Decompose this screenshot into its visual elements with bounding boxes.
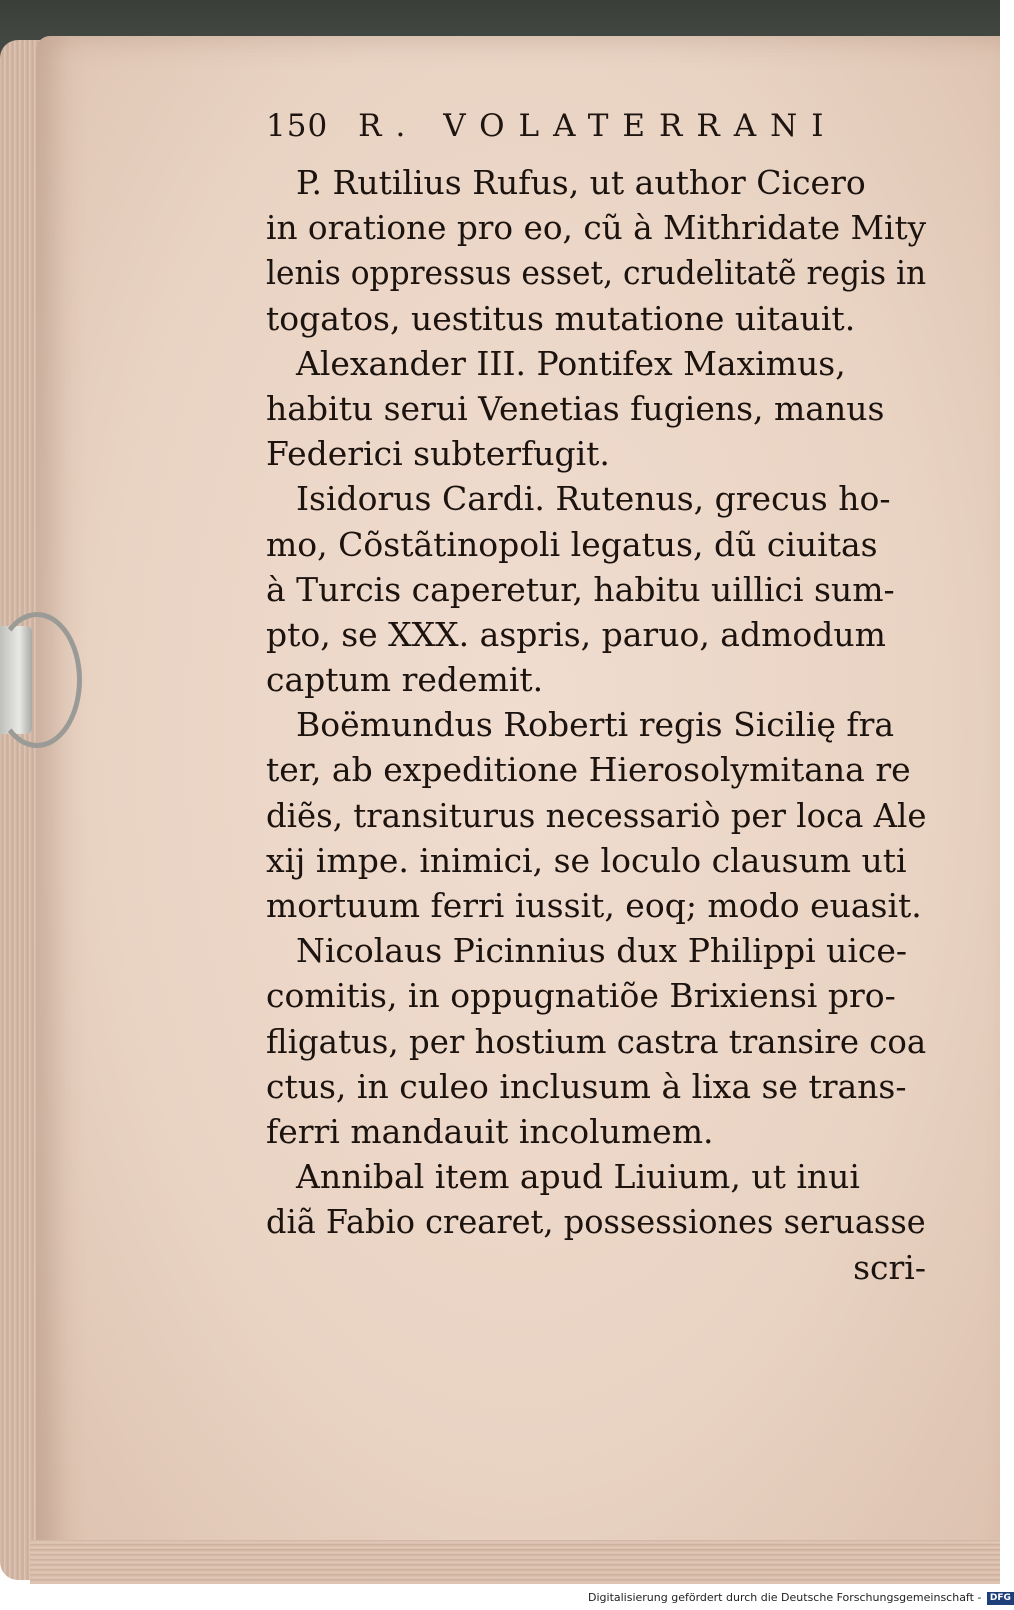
digitization-credit bbox=[588, 1586, 1011, 1610]
text-line: ferri mandauit incolumem. bbox=[266, 1111, 714, 1151]
text-line: comitis, in oppugnatiõe Brixiensi pro- bbox=[266, 976, 896, 1016]
text-line: Annibal item apud Liuium, ut inui bbox=[296, 1157, 860, 1197]
page-number: 150 bbox=[266, 108, 329, 144]
body-text bbox=[266, 160, 926, 1290]
text-line: xij impe. inimici, se loculo clausum uti bbox=[266, 840, 907, 880]
catchword: scri- bbox=[853, 1247, 926, 1287]
text-line: Isidorus Cardi. Rutenus, grecus ho- bbox=[296, 479, 891, 519]
text-line: habitu serui Venetias fugiens, manus bbox=[266, 388, 885, 428]
credit-text: Digitalisierung gefördert durch die Deutsche Forschungsgemeinschaft - bbox=[588, 1591, 982, 1604]
text-line: Alexander III. Pontifex Maximus, bbox=[296, 343, 846, 383]
text-line: fligatus, per hostium castra transire coa bbox=[266, 1021, 927, 1061]
text-line: diẽs, transiturus necessariò per loca Ale bbox=[266, 795, 927, 835]
running-header bbox=[266, 108, 906, 144]
text-line: in oratione pro eo, cũ à Mithridate Mity bbox=[266, 208, 927, 248]
text-line: Federici subterfugit. bbox=[266, 434, 610, 474]
text-line: ctus, in culeo inclusum à lixa se trans- bbox=[266, 1066, 907, 1106]
text-line: P. Rutilius Rufus, ut author Cicero bbox=[296, 163, 866, 202]
text-line: mortuum ferri iussit, eoq; modo euasit. bbox=[266, 886, 922, 925]
text-line: mo, Cõstãtinopoli legatus, dũ ciuitas bbox=[266, 524, 878, 564]
text-line: lenis oppressus esset, crudelitatẽ regis in bbox=[266, 253, 927, 293]
text-line: diã Fabio crearet, possessiones seruasse bbox=[266, 1202, 926, 1242]
dfg-logo: DFG bbox=[987, 1592, 1014, 1605]
text-line: captum redemit. bbox=[266, 660, 544, 700]
running-title: R. VOLATERRANI bbox=[358, 108, 838, 144]
text-line: ter, ab expeditione Hierosolymitana re bbox=[266, 750, 911, 790]
text-line: pto, se XXX. aspris, paruo, admodum bbox=[266, 614, 886, 654]
book-bottom-edges bbox=[30, 1540, 1000, 1584]
text-line: Boëmundus Roberti regis Sicilię fra bbox=[296, 705, 895, 745]
text-line: à Turcis caperetur, habitu uillici sum- bbox=[266, 569, 895, 609]
text-line: togatos, uestitus mutatione uitauit. bbox=[266, 298, 856, 338]
text-line: Nicolaus Picinnius dux Philippi uice- bbox=[296, 931, 908, 971]
